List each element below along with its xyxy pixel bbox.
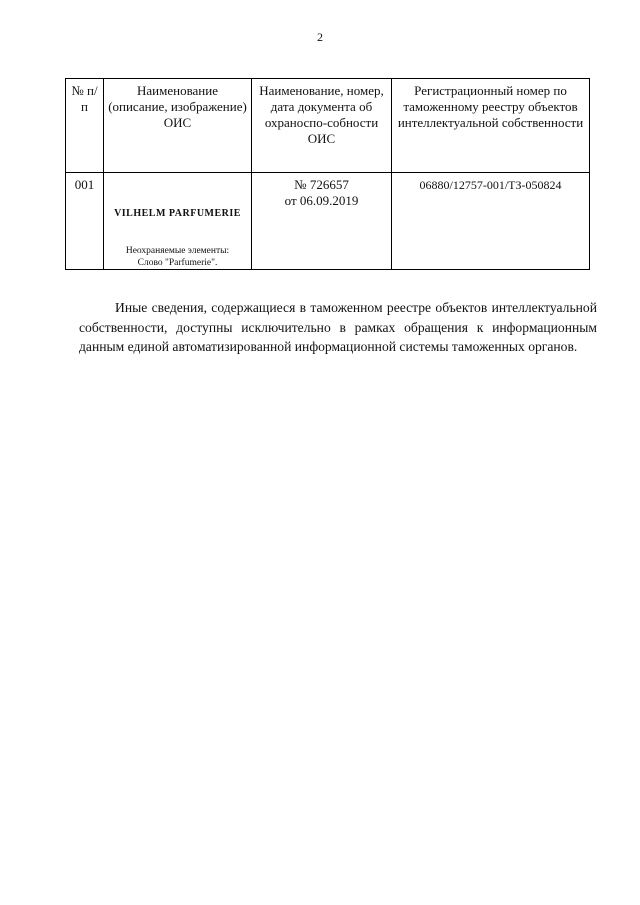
document-cell (252, 173, 392, 270)
note-line-2: Слово "Parfumerie". (137, 258, 218, 268)
row-number: 001 (66, 173, 104, 270)
header-registration-number: Регистрационный номер по таможенному реестру объектов интеллектуальной собственности (392, 79, 590, 173)
table-row (66, 173, 590, 270)
trademark-cell (104, 173, 252, 270)
info-paragraph: Иные сведения, содержащиеся в таможенном реестре объектов интеллектуальной собственности, доступны исключительно в рамках обращения к информационным данным единой автоматизированной информационной системы таможенных органов. (79, 300, 597, 354)
trademark-word: VILHELM PARFUMERIE (114, 208, 241, 219)
header-document: Наименование, номер, дата документа об охраноспо-собности ОИС (252, 79, 392, 173)
header-ois-name: Наименование (описание, изображение) ОИС (104, 79, 252, 173)
note-line-1: Неохраняемые элементы: (125, 246, 230, 256)
table-header-row (66, 79, 590, 173)
document-date: от 06.09.2019 (284, 193, 359, 208)
page-number: 2 (317, 30, 323, 44)
ois-table (65, 78, 590, 270)
registration-number: 06880/12757-001/ТЗ-050824 (392, 173, 590, 270)
unprotected-elements-note (104, 245, 251, 269)
document-number: № 726657 (294, 177, 349, 192)
header-number: № п/п (66, 79, 104, 173)
